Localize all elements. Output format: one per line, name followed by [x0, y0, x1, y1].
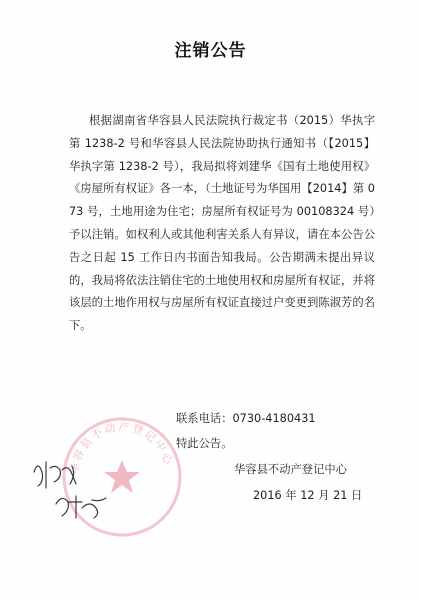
notice-body: 根据湖南省华容县人民法院执行裁定书（2015）华执字第 1238-2 号和华容县人民法院协助执行通知书（【2015】华执字第 1238-2 号），我局拟将刘建华《国有土地使用权》《房屋所有权证》各一本，（土地证号为华国用【2014】第 073 号，土地用途为住宅；房屋所有权证号为 00108324 号）予以注销。如权利人或其他利害关系人有异议，请在本公告公告之日起 15 工作日内书面告知我局。公告期满未提出异议的，我局将依法注销住宅的土地使用权和房屋所有权证，并将该层的土地作用权与房屋所有权证直接过户变更到陈淑芳的名下。 [69, 114, 375, 333]
handwritten-signature [26, 450, 116, 530]
closing-text: 特此公告。 [176, 437, 233, 450]
issuer-name: 华容县不动产登记中心 [234, 463, 347, 476]
svg-text:华容县不动产登记中心: 华容县不动产登记中心 [67, 420, 176, 476]
notice-title: 注销公告 [174, 41, 247, 61]
contact-phone: 联系电话：0730-4180431 [176, 412, 316, 425]
notice-date: 2016 年 12 月 21 日 [253, 489, 363, 502]
